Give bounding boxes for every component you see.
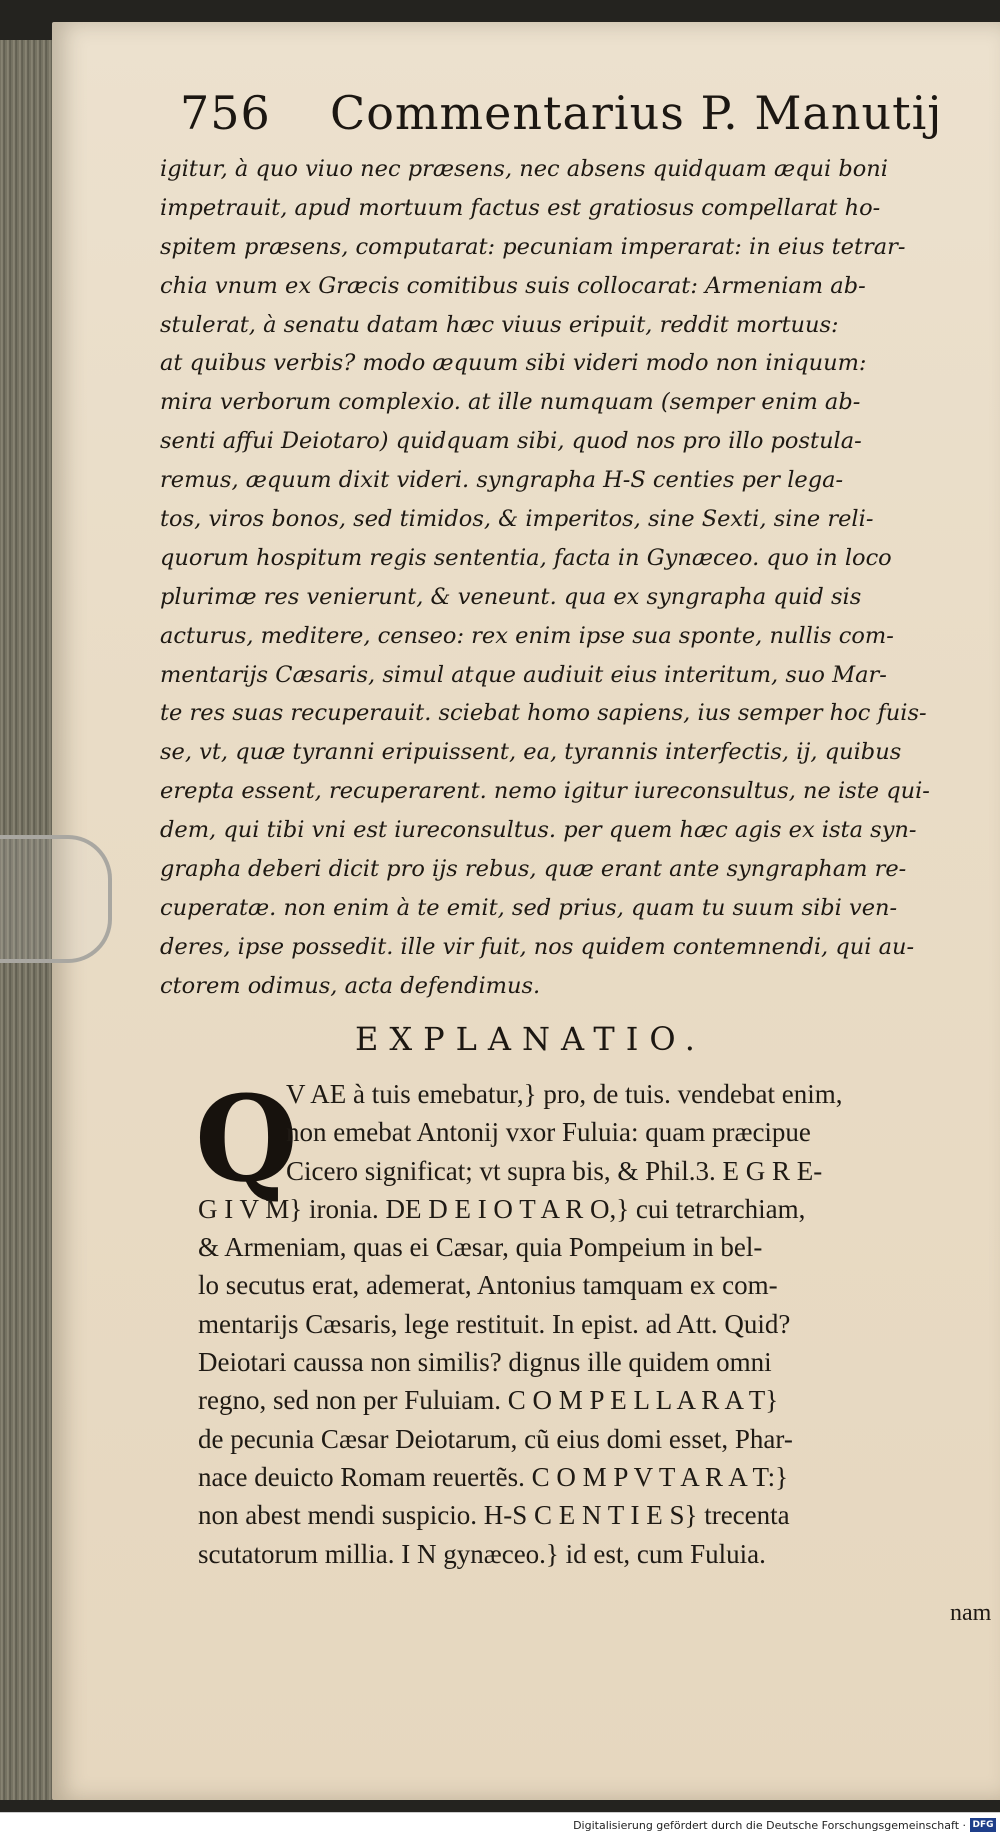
text-line: cuperatæ. non enim à te emit, sed prius, quam tu suum sibi ven- [160,894,898,921]
text-line: mentarijs Cæsaris, lege restituit. In epist. ad Att. Quid? [198,1308,791,1339]
text-line: quorum hospitum regis sententia, facta in Gynæceo. quo in loco [160,544,892,571]
text-line: plurimæ res venierunt, & veneunt. qua ex syngrapha quid sis [160,583,862,610]
text-line: senti affui Deiotaro) quidquam sibi, quod nos pro illo postula- [160,428,862,455]
footer-bar [0,1812,1000,1839]
text-line: igitur, à quo viuo nec præsens, nec absens quidquam æqui boni [160,156,888,182]
dfg-logo: DFG [970,1818,996,1832]
text-line: grapha deberi dicit pro ijs rebus, quæ erant ante syngrapham re- [160,856,907,883]
text-line: spitem præsens, computarat: pecuniam imperarat: in eius tetrar- [160,233,906,260]
text-line: se, vt, quæ tyranni eripuissent, ea, tyrannis interfectis, ij, quibus [160,739,902,766]
text-line: non abest mendi suspicio. H-S C E N T I E S} trecenta [198,1500,790,1531]
section-title: EXPLANATIO. [355,1020,706,1058]
text-line: dem, qui tibi vni est iureconsultus. per quem hæc agis ex ista syn- [160,817,917,844]
paper-clip [0,835,112,963]
text-line: Cicero significat; vt supra bis, & Phil.3. E G R E- [286,1155,823,1186]
text-line: ctorem odimus, acta defendimus. [160,972,541,999]
page-header [180,86,943,146]
text-line: regno, sed non per Fuluiam. C O M P E L L A R A T} [198,1385,779,1416]
running-head: Commentarius P. Manutij [330,86,943,140]
text-line: & Armeniam, quas ei Cæsar, quia Pompeium in bel- [198,1232,763,1263]
text-line: G I V M} ironia. DE D E I O T A R O,} cui tetrarchiam, [198,1193,806,1224]
text-line: non emebat Antonij vxor Fuluia: quam præcipue [286,1117,811,1148]
explanation-text [198,1075,988,1573]
catchword: nam [950,1600,992,1626]
text-line: at quibus verbis? modo æquum sibi videri modo non iniquum: [160,350,867,377]
text-line: nace deuicto Romam reuertẽs. C O M P V T A R A T:} [198,1461,789,1492]
text-line: acturus, meditere, censeo: rex enim ipse sua sponte, nullis com- [160,622,894,649]
funding-notice: Digitalisierung gefördert durch die Deutsche Forschungsgemeinschaft · [573,1819,966,1832]
drop-cap: Q [195,1069,298,1208]
text-line: scutatorum millia. I N gynæceo.} id est, cum Fuluia. [198,1538,766,1569]
text-line: tos, viros bonos, sed timidos, & imperitos, sine Sexti, sine reli- [160,506,874,533]
text-line: stulerat, à senatu datam hæc viuus eripuit, reddit mortuus: [160,311,839,338]
text-line: chia vnum ex Græcis comitibus suis collocarat: Armeniam ab- [160,272,866,299]
text-line: mentarijs Cæsaris, simul atque audiuit eius interitum, suo Mar- [160,661,887,688]
text-line: lo secutus erat, ademerat, Antonius tamquam ex com- [198,1270,778,1301]
text-line: erepta essent, recuperarent. nemo igitur iureconsultus, ne iste qui- [160,778,930,805]
text-line: de pecunia Cæsar Deiotarum, cũ eius domi esset, Phar- [198,1423,793,1454]
text-line: te res suas recuperauit. sciebat homo sapiens, ius semper hoc fuis- [160,700,927,727]
text-line: deres, ipse possedit. ille vir fuit, nos quidem contemnendi, qui au- [160,933,915,960]
text-line: mira verborum complexio. at ille numquam (semper enim ab- [160,389,861,416]
text-line: Deiotari caussa non similis? dignus ille quidem omni [198,1347,772,1378]
page-number: 756 [180,86,271,140]
text-line: remus, æquum dixit videri. syngrapha H-S centies per lega- [160,467,844,494]
commentary-text [160,150,990,1006]
text-line: V AE à tuis emebatur,} pro, de tuis. vendebat enim, [286,1079,843,1109]
text-line: impetrauit, apud mortuum factus est gratiosus compellarat ho- [160,194,881,221]
